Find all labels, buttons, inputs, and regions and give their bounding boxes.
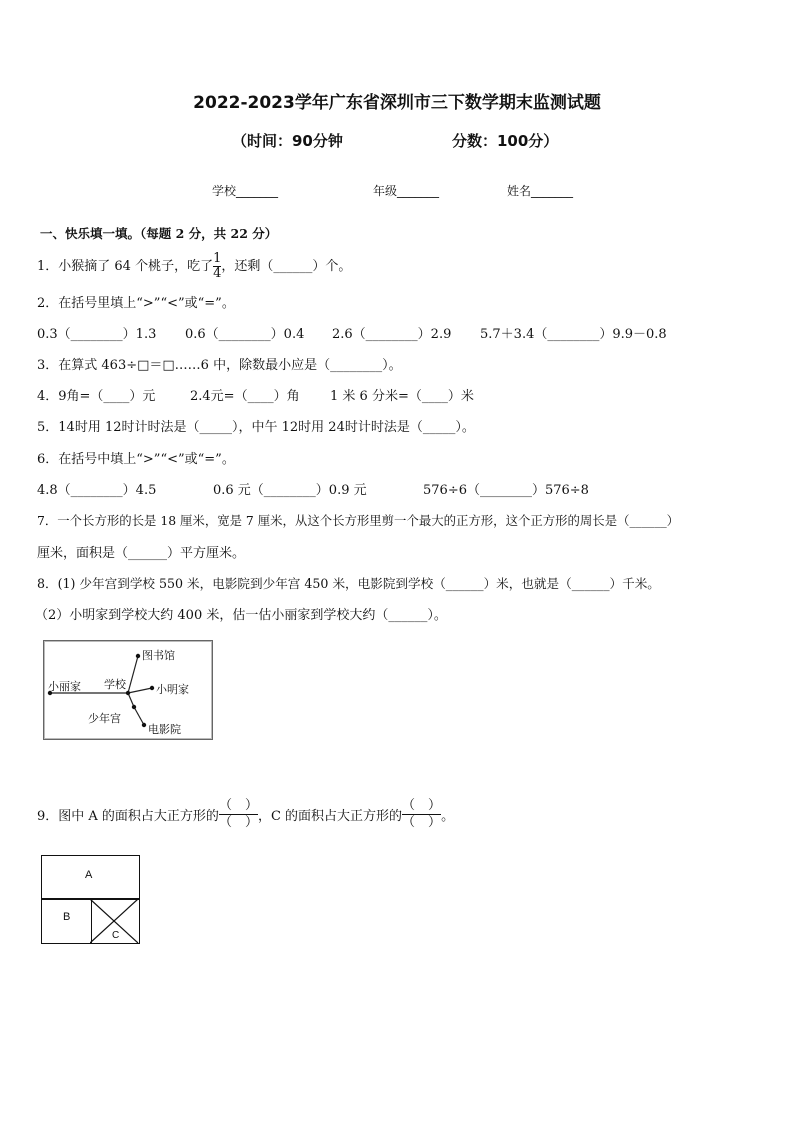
region-c [90, 898, 140, 944]
fraction-blank-a: $\frac{( )}{( )}$ [218, 798, 258, 830]
section-heading: 一、快乐填一填。（每题 2 分，共 22 分） [40, 226, 278, 241]
school-field: 学校_______ [212, 184, 279, 198]
map-label-cinema: 电影院 [148, 723, 181, 736]
map-label-youth-palace: 少年宫 [88, 712, 121, 725]
q4-item-2: 2.4元=（____）角 [190, 389, 300, 404]
question-1: 1．小猴摘了 64 个桃子，吃了 $\frac{1}{4}$ ，还剩（______）个。 [37, 251, 352, 281]
q2-item-3: 2.6（________）2.9 [332, 327, 452, 342]
question-8-part1: 8．(1) 少年宫到学校 550 米，电影院到少年宫 450 米，电影院到学校（______）米，也就是（______）千米。 [37, 576, 660, 591]
region-b [41, 898, 92, 944]
q4-item-3: 1 米 6 分米=（____）米 [330, 389, 474, 404]
question-7-line1: 7．一个长方形的长是 18 厘米，宽是 7 厘米，从这个长方形里剪一个最大的正方形，这个正方形的周长是（______） [37, 513, 680, 528]
label-b: B [63, 911, 71, 923]
grade-field: 年级_______ [373, 184, 440, 198]
q6-item-2: 0.6 元（________）0.9 元 [213, 483, 367, 498]
q2-item-4: 5.7＋3.4（________）9.9－0.8 [480, 327, 667, 342]
label-a: A [85, 869, 93, 881]
question-8-part2: （2）小明家到学校大约 400 米，估一估小丽家到学校大约（______）。 [35, 608, 447, 623]
q6-item-1: 4.8（________）4.5 [37, 483, 157, 498]
label-c: C [112, 930, 120, 941]
region-a [41, 855, 140, 900]
question-2: 2．在括号里填上“>”“<”或“=”。 [37, 296, 235, 311]
score-label: 分数：100分） [452, 132, 559, 150]
map-label-school: 学校 [104, 678, 126, 691]
question-6: 6．在括号中填上“>”“<”或“=”。 [37, 452, 235, 467]
fraction-blank-c: $\frac{( )}{( )}$ [402, 798, 442, 830]
map-label-xiaoli-home: 小丽家 [48, 680, 81, 693]
name-field: 姓名_______ [507, 184, 574, 198]
q2-item-2: 0.6（________）0.4 [185, 327, 305, 342]
q6-item-3: 576÷6（________）576÷8 [423, 483, 589, 498]
question-7-line2: 厘米，面积是（______）平方厘米。 [37, 546, 246, 561]
fraction-one-quarter: $\frac{1}{4}$ [213, 251, 222, 281]
time-label: （时间：90分钟 [232, 132, 343, 150]
page-title: 2022-2023学年广东省深圳市三下数学期末监测试题 [193, 93, 601, 113]
q4-item-1: 4．9角=（____）元 [37, 389, 156, 404]
question-9: 9．图中 A 的面积占大正方形的 $\frac{( )}{( )}$ ，C 的面积占大正方形的 $\frac{( )}{( )}$ 。 [37, 798, 455, 830]
route-map-figure [43, 640, 213, 740]
question-3: 3．在算式 463÷□＝□……6 中，除数最小应是（________）。 [37, 358, 402, 373]
map-label-library: 图书馆 [142, 649, 175, 662]
question-5: 5．14时用 12时计时法是（_____），中午 12时用 24时计时法是（_____）。 [37, 420, 475, 435]
q2-item-1: 0.3（________）1.3 [37, 327, 157, 342]
map-label-xiaoming-home: 小明家 [156, 683, 189, 696]
